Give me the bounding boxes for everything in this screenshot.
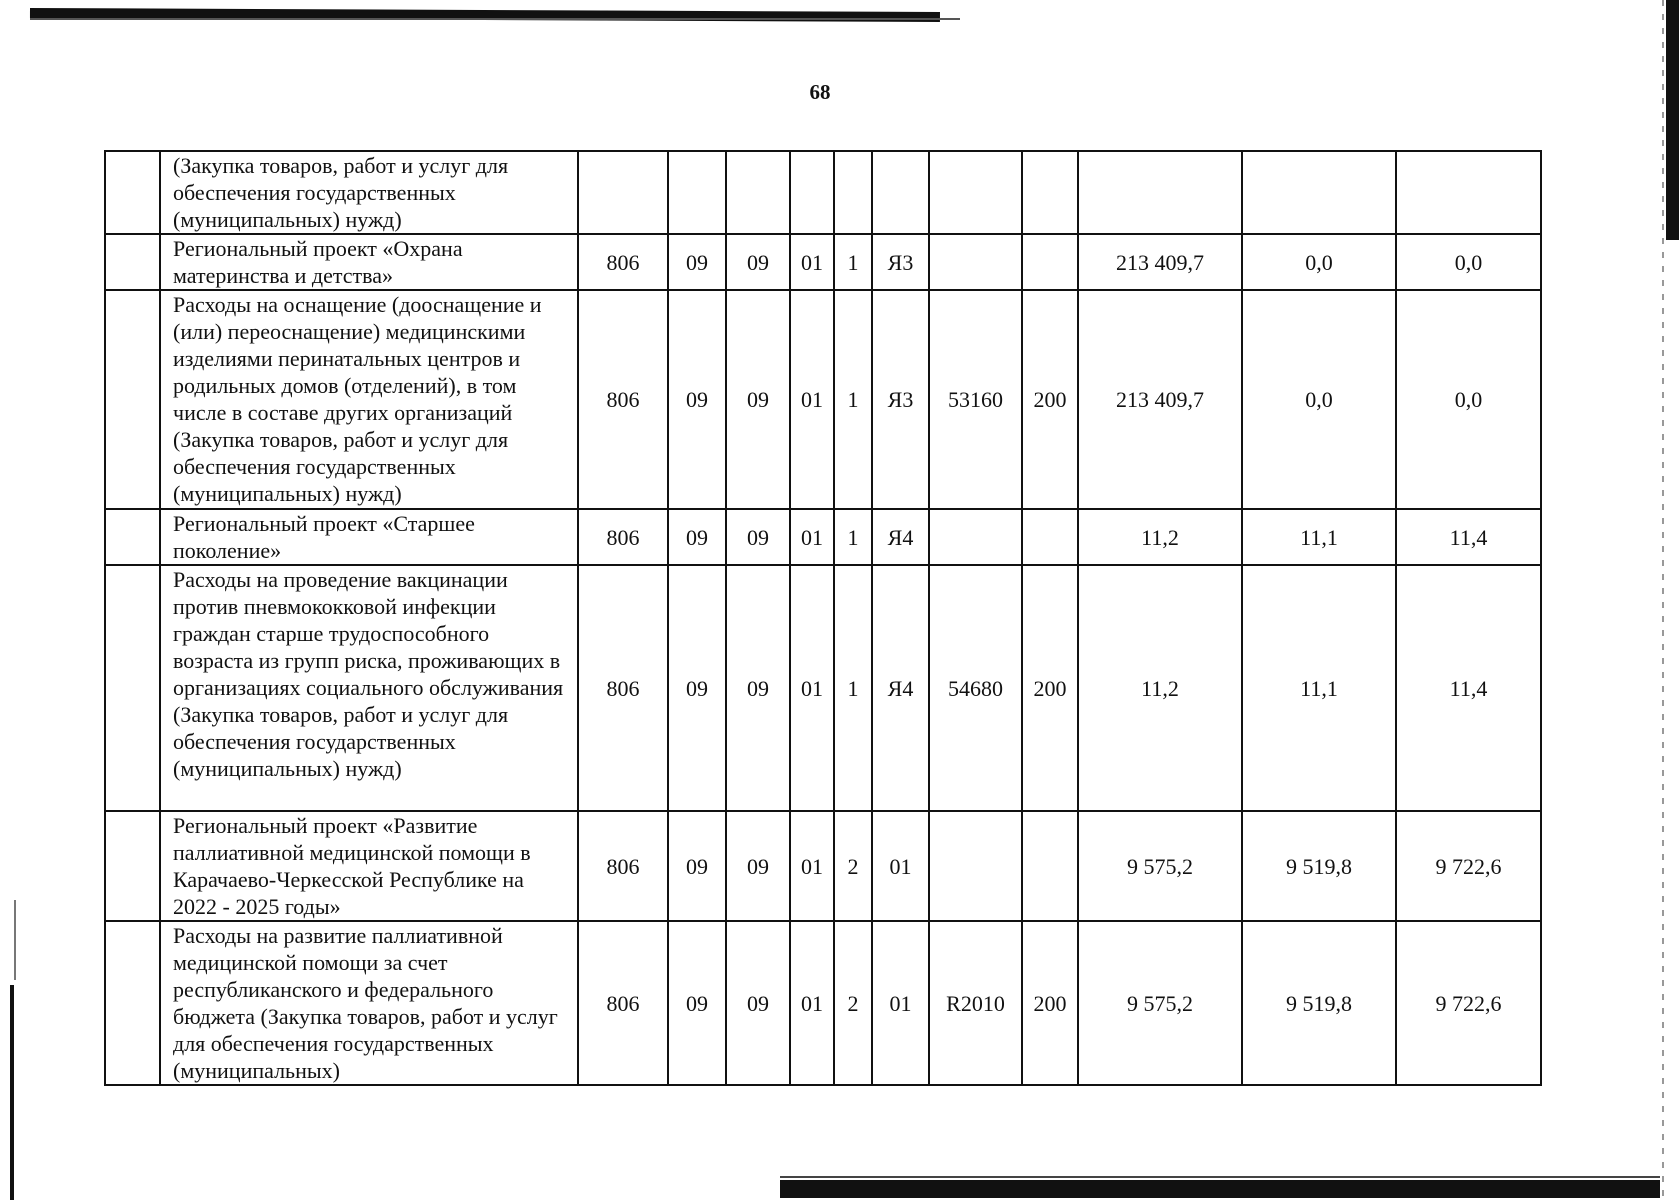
amount-year1-cell [1078,151,1242,234]
grbs-cell: 806 [578,921,668,1085]
expense-type-cell [1022,811,1078,921]
subsection-cell: 09 [726,921,790,1085]
amount-year3-cell: 0,0 [1396,234,1541,290]
subsection-cell: 09 [726,290,790,509]
target-article-project-cell: Я3 [872,290,929,509]
description-cell: Региональный проект «Старшее поколение» [160,509,578,565]
target-article-direction-cell: 54680 [929,565,1022,811]
amount-year1-cell: 11,2 [1078,565,1242,811]
target-article-project-cell: Я3 [872,234,929,290]
amount-year1-cell: 213 409,7 [1078,234,1242,290]
amount-year2-cell: 11,1 [1242,509,1396,565]
target-article-subprogram-cell: 2 [834,811,872,921]
row-number-cell [105,509,160,565]
description-cell: Расходы на оснащение (дооснащение и (или) переоснащение) медицинскими изделиями перинатальных центров и родильных домов (отделений), в том числе в составе других организаций (Закупка товаров, работ и услуг для обеспечения государственных (муниципальных) нужд) [160,290,578,509]
subsection-cell [726,151,790,234]
expense-type-cell: 200 [1022,921,1078,1085]
target-article-direction-cell [929,811,1022,921]
table-row [105,921,1541,1085]
target-article-project-cell: Я4 [872,565,929,811]
target-article-project-cell: Я4 [872,509,929,565]
amount-year1-cell: 213 409,7 [1078,290,1242,509]
amount-year2-cell: 0,0 [1242,290,1396,509]
amount-year3-cell: 9 722,6 [1396,921,1541,1085]
description-cell: Расходы на проведение вакцинации против пневмококковой инфекции граждан старше трудоспособного возраста из групп риска, проживающих в организациях социального обслуживания (Закупка товаров, работ и услуг для обеспечения государственных (муниципальных) нужд) [160,565,578,811]
amount-year3-cell: 9 722,6 [1396,811,1541,921]
target-article-direction-cell: 53160 [929,290,1022,509]
subsection-cell: 09 [726,509,790,565]
section-cell [668,151,726,234]
row-number-cell [105,234,160,290]
target-article-direction-cell [929,234,1022,290]
expense-type-cell [1022,151,1078,234]
section-cell: 09 [668,811,726,921]
amount-year3-cell: 11,4 [1396,509,1541,565]
scan-artifact-bottom-line [780,1176,1660,1178]
grbs-cell: 806 [578,811,668,921]
section-cell: 09 [668,565,726,811]
row-number-cell [105,921,160,1085]
table-row [105,565,1541,811]
subsection-cell: 09 [726,811,790,921]
amount-year2-cell: 9 519,8 [1242,921,1396,1085]
table-row [105,234,1541,290]
target-article-project-cell: 01 [872,811,929,921]
section-cell: 09 [668,509,726,565]
amount-year3-cell: 0,0 [1396,290,1541,509]
amount-year1-cell: 9 575,2 [1078,921,1242,1085]
target-article-project-cell: 01 [872,921,929,1085]
scan-artifact-left-line [14,900,16,980]
target-article-program-cell: 01 [790,234,834,290]
target-article-subprogram-cell: 2 [834,921,872,1085]
row-number-cell [105,151,160,234]
section-cell: 09 [668,290,726,509]
target-article-direction-cell: R2010 [929,921,1022,1085]
description-cell: Региональный проект «Охрана материнства и детства» [160,234,578,290]
grbs-cell: 806 [578,565,668,811]
grbs-cell [578,151,668,234]
expense-type-cell: 200 [1022,565,1078,811]
target-article-program-cell: 01 [790,290,834,509]
target-article-program-cell: 01 [790,921,834,1085]
description-cell: Расходы на развитие паллиативной медицинской помощи за счет республиканского и федерального бюджета (Закупка товаров, работ и услуг для обеспечения государственных (муниципальных) [160,921,578,1085]
budget-table [104,150,1542,1086]
expense-type-cell: 200 [1022,290,1078,509]
target-article-direction-cell [929,509,1022,565]
table-row [105,290,1541,509]
target-article-program-cell: 01 [790,811,834,921]
amount-year2-cell: 9 519,8 [1242,811,1396,921]
table-row [105,811,1541,921]
target-article-program-cell: 01 [790,565,834,811]
target-article-direction-cell [929,151,1022,234]
expense-type-cell [1022,234,1078,290]
row-number-cell [105,811,160,921]
scan-artifact-right-edge [1666,0,1679,240]
amount-year1-cell: 9 575,2 [1078,811,1242,921]
description-cell: Региональный проект «Развитие паллиативной медицинской помощи в Карачаево-Черкесской Республике на 2022 - 2025 годы» [160,811,578,921]
table-row [105,509,1541,565]
amount-year2-cell [1242,151,1396,234]
expense-type-cell [1022,509,1078,565]
target-article-subprogram-cell: 1 [834,509,872,565]
subsection-cell: 09 [726,565,790,811]
amount-year2-cell: 0,0 [1242,234,1396,290]
scan-artifact-right-dashes [1662,0,1664,1200]
target-article-subprogram-cell: 1 [834,565,872,811]
subsection-cell: 09 [726,234,790,290]
target-article-program-cell: 01 [790,509,834,565]
description-cell: (Закупка товаров, работ и услуг для обеспечения государственных (муниципальных) нужд) [160,151,578,234]
row-number-cell [105,565,160,811]
grbs-cell: 806 [578,234,668,290]
row-number-cell [105,290,160,509]
target-article-program-cell [790,151,834,234]
section-cell: 09 [668,234,726,290]
target-article-project-cell [872,151,929,234]
grbs-cell: 806 [578,509,668,565]
target-article-subprogram-cell: 1 [834,290,872,509]
target-article-subprogram-cell: 1 [834,234,872,290]
section-cell: 09 [668,921,726,1085]
table-row [105,151,1541,234]
amount-year1-cell: 11,2 [1078,509,1242,565]
page-number: 68 [809,80,831,104]
target-article-subprogram-cell [834,151,872,234]
amount-year3-cell: 11,4 [1396,565,1541,811]
grbs-cell: 806 [578,290,668,509]
amount-year3-cell [1396,151,1541,234]
scan-artifact-left-edge [10,985,14,1200]
amount-year2-cell: 11,1 [1242,565,1396,811]
scan-artifact-top-line [30,18,960,20]
scan-artifact-bottom-bar [780,1180,1660,1198]
